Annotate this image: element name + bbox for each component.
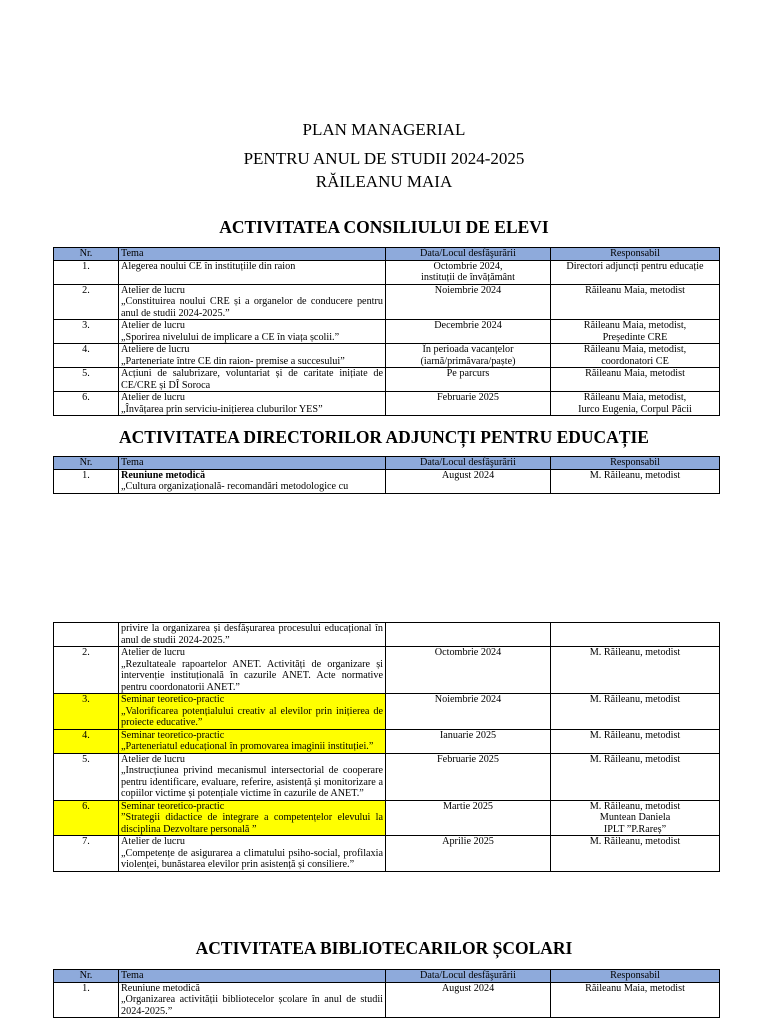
col-header-tema: Tema xyxy=(119,248,386,261)
cell-nr xyxy=(54,623,119,647)
tema-line: Seminar teoretico-practic xyxy=(121,694,225,705)
tema-line: Atelier de lucru xyxy=(121,320,185,331)
cell-responsabil xyxy=(551,320,720,344)
resp-line: Răileanu Maia, metodist xyxy=(585,284,685,296)
col-header-nr: Nr. xyxy=(54,457,119,470)
table-row xyxy=(54,392,720,416)
cell-responsabil xyxy=(551,982,720,1018)
col-header-data: Data/Locul desfăşurării xyxy=(386,248,551,261)
data-line: Pe parcurs xyxy=(446,368,490,379)
table-row xyxy=(54,647,720,694)
resp-line: IPLT ”P.Rareș” xyxy=(603,823,667,835)
data-line: Februarie 2025 xyxy=(437,392,499,403)
cell-nr: 4. xyxy=(54,344,119,368)
cell-data xyxy=(386,729,551,753)
cell-data xyxy=(386,469,551,493)
cell-nr: 3. xyxy=(54,320,119,344)
cell-tema xyxy=(119,469,386,493)
col-header-responsabil: Responsabil xyxy=(551,248,720,261)
cell-nr: 2. xyxy=(54,647,119,694)
col-header-tema: Tema xyxy=(119,970,386,983)
cell-responsabil xyxy=(551,392,720,416)
col-header-responsabil: Responsabil xyxy=(551,457,720,470)
table-row xyxy=(54,469,720,493)
cell-tema xyxy=(119,836,386,872)
cell-nr: 4. xyxy=(54,729,119,753)
tema-line: „Valorificarea potențialului creativ al elevilor prin inițierea de proiecte educative.” xyxy=(121,705,383,728)
cell-tema xyxy=(119,392,386,416)
cell-responsabil xyxy=(551,800,720,836)
plan-author: RĂILEANU MAIA xyxy=(315,172,453,191)
cell-data xyxy=(386,800,551,836)
cell-tema xyxy=(119,694,386,730)
data-line: Martie 2025 xyxy=(442,800,494,812)
cell-nr: 7. xyxy=(54,836,119,872)
tema-line: Atelier de lucru xyxy=(121,836,185,847)
resp-line: M. Răileanu, metodist xyxy=(589,647,681,658)
tema-line: „Cultura organizațională- recomandări metodologice cu xyxy=(121,481,349,492)
data-line: Aprilie 2025 xyxy=(442,836,494,847)
cell-nr: 3. xyxy=(54,694,119,730)
tema-line: „Constituirea noului CRE și a organelor de conducere pentru anul de studii 2024-2025.” xyxy=(121,296,383,319)
tema-line: ”Strategii didactice de integrare a competențelor elevului la disciplina Dezvoltare personală ” xyxy=(121,812,383,835)
resp-line: Directori adjuncți pentru educație xyxy=(566,260,704,272)
tema-line: „Învățarea prin serviciu-inițierea cluburilor YES” xyxy=(121,403,323,415)
cell-responsabil xyxy=(551,469,720,493)
table-row xyxy=(54,836,720,872)
tema-line: Reuniune metodică xyxy=(121,982,200,994)
resp-line: Răileanu Maia, metodist, xyxy=(583,320,687,331)
section-title-deputy-directors: ACTIVITATEA DIRECTORILOR ADJUNCȚI PENTRU EDUCAȚIE xyxy=(119,427,649,447)
cell-tema xyxy=(119,982,386,1018)
tema-line: Atelier de lucru xyxy=(121,392,185,403)
data-line: August 2024 xyxy=(441,982,495,994)
tema-bold: Reuniune metodică xyxy=(121,469,206,481)
tema-line: „Parteneriate între CE din raion- premise a succesului” xyxy=(121,355,345,367)
student-council-table xyxy=(53,247,720,416)
cell-responsabil xyxy=(551,623,720,647)
resp-line: Răileanu Maia, metodist, xyxy=(583,392,687,403)
table-row xyxy=(54,623,720,647)
table-header-row xyxy=(54,970,720,983)
cell-tema xyxy=(119,729,386,753)
data-line: Decembrie 2024 xyxy=(434,320,502,331)
cell-nr: 6. xyxy=(54,392,119,416)
resp-line: Muntean Daniela xyxy=(599,812,671,823)
table-row xyxy=(54,800,720,836)
resp-line: M. Răileanu, metodist xyxy=(589,694,681,705)
cell-data xyxy=(386,368,551,392)
table-row xyxy=(54,753,720,800)
cell-data xyxy=(386,647,551,694)
table-header-row xyxy=(54,248,720,261)
cell-data xyxy=(386,392,551,416)
tema-line: „Organizarea activității bibliotecelor școlare în anul de studii 2024-2025.” xyxy=(121,994,383,1017)
col-header-responsabil: Responsabil xyxy=(551,970,720,983)
deputy-directors-table-part2 xyxy=(53,622,720,872)
cell-responsabil xyxy=(551,260,720,284)
data-line: Ianuarie 2025 xyxy=(439,729,497,741)
cell-nr: 6. xyxy=(54,800,119,836)
table-row xyxy=(54,729,720,753)
tema-line: „Parteneriatul educațional în promovarea imaginii instituției.” xyxy=(121,741,374,752)
resp-line: M. Răileanu, metodist xyxy=(589,753,681,765)
table-row xyxy=(54,368,720,392)
col-header-nr: Nr. xyxy=(54,970,119,983)
cell-nr: 5. xyxy=(54,368,119,392)
tema-line: Seminar teoretico-practic xyxy=(121,800,225,812)
data-line: Octombrie 2024 xyxy=(434,647,502,658)
tema-line: „Competențe de asigurarea a climatului psiho-social, profilaxia violenței, bunăstarea elevilor prin asistență și consiliere.” xyxy=(121,847,383,870)
table-row xyxy=(54,260,720,284)
cell-tema xyxy=(119,368,386,392)
cell-nr: 1. xyxy=(54,982,119,1018)
cell-responsabil xyxy=(551,836,720,872)
tema-line: „Instrucțiunea privind mecanismul intersectorial de cooperare pentru identificare, evaluare, referire, asistență și monitorizare a copiilor victime și potențiale victime în cazurile de ANET.” xyxy=(121,765,383,799)
cell-tema xyxy=(119,753,386,800)
cell-responsabil xyxy=(551,368,720,392)
col-header-data: Data/Locul desfăşurării xyxy=(386,970,551,983)
cell-tema xyxy=(119,260,386,284)
table-row xyxy=(54,694,720,730)
cell-responsabil xyxy=(551,284,720,320)
cell-tema xyxy=(119,623,386,647)
resp-line: Iurco Eugenia, Corpul Păcii xyxy=(578,403,692,415)
cell-data xyxy=(386,694,551,730)
cell-responsabil xyxy=(551,344,720,368)
resp-line: Președinte CRE xyxy=(602,331,668,343)
col-header-tema: Tema xyxy=(119,457,386,470)
cell-responsabil xyxy=(551,647,720,694)
col-header-data: Data/Locul desfăşurării xyxy=(386,457,551,470)
table-header-row xyxy=(54,457,720,470)
cell-nr: 2. xyxy=(54,284,119,320)
data-line: Octombrie 2024, xyxy=(433,260,503,272)
data-line: instituții de învățământ xyxy=(421,272,515,283)
cell-tema xyxy=(119,320,386,344)
resp-line: Răileanu Maia, metodist xyxy=(585,982,685,994)
cell-responsabil xyxy=(551,694,720,730)
cell-nr: 1. xyxy=(54,260,119,284)
cell-data xyxy=(386,753,551,800)
resp-line: M. Răileanu, metodist xyxy=(589,800,681,812)
cell-data xyxy=(386,623,551,647)
section-title-librarians: ACTIVITATEA BIBLIOTECARILOR ȘCOLARI xyxy=(195,938,573,958)
cell-nr: 5. xyxy=(54,753,119,800)
data-line: Noiembrie 2024 xyxy=(434,284,502,296)
cell-responsabil xyxy=(551,753,720,800)
tema-line: Acțiuni de salubrizare, voluntariat și de caritate inițiate de CE/CRE și DÎ Soroca xyxy=(121,368,383,391)
section-title-student-council: ACTIVITATEA CONSILIULUI DE ELEVI xyxy=(219,217,549,237)
cell-tema xyxy=(119,800,386,836)
cell-nr: 1. xyxy=(54,469,119,493)
resp-line: M. Răileanu, metodist xyxy=(589,729,681,741)
resp-line: coordonatori CE xyxy=(601,355,669,367)
tema-line: Seminar teoretico-practic xyxy=(121,729,225,741)
table-row xyxy=(54,982,720,1018)
cell-tema xyxy=(119,284,386,320)
tema-line: „Rezultateale rapoartelor ANET. Activități de organizare și intervenție instituțională în cazurile ANET. Acte normative pentru coordonatorii ANET.” xyxy=(121,658,383,693)
table-row xyxy=(54,320,720,344)
data-line: Noiembrie 2024 xyxy=(434,694,502,705)
data-line: August 2024 xyxy=(441,469,495,481)
plan-subtitle-year: PENTRU ANUL DE STUDII 2024-2025 xyxy=(243,149,525,168)
librarians-table xyxy=(53,969,720,1018)
resp-line: Răileanu Maia, metodist, xyxy=(583,344,687,355)
col-header-nr: Nr. xyxy=(54,248,119,261)
cell-data xyxy=(386,836,551,872)
deputy-directors-table-part1 xyxy=(53,456,720,494)
tema-line: Ateliere de lucru xyxy=(121,344,190,355)
plan-title: PLAN MANAGERIAL xyxy=(302,120,466,139)
resp-line: Răileanu Maia, metodist xyxy=(585,368,685,379)
tema-line: „Sporirea nivelului de implicare a CE în viața școlii.” xyxy=(121,331,340,343)
resp-line: M. Răileanu, metodist xyxy=(589,469,681,481)
tema-line: Atelier de lucru xyxy=(121,284,185,296)
tema-line: Atelier de lucru xyxy=(121,753,185,765)
data-line: În perioada vacanțelor xyxy=(422,344,514,355)
resp-line: M. Răileanu, metodist xyxy=(589,836,681,847)
tema-line: Atelier de lucru xyxy=(121,647,185,658)
cell-tema xyxy=(119,344,386,368)
tema-line: Alegerea noului CE în instituțiile din raion xyxy=(121,260,296,272)
cell-data xyxy=(386,982,551,1018)
data-line: Februarie 2025 xyxy=(437,753,499,765)
cell-tema xyxy=(119,647,386,694)
cell-data xyxy=(386,320,551,344)
data-line: (iarnă/primăvara/paște) xyxy=(420,355,516,367)
table-row xyxy=(54,284,720,320)
cell-data xyxy=(386,284,551,320)
cell-responsabil xyxy=(551,729,720,753)
cell-data xyxy=(386,344,551,368)
cell-data xyxy=(386,260,551,284)
table-row xyxy=(54,344,720,368)
tema-line: privire la organizarea și desfășurarea procesului educațional în anul de studii 2024-2025.” xyxy=(121,623,383,646)
